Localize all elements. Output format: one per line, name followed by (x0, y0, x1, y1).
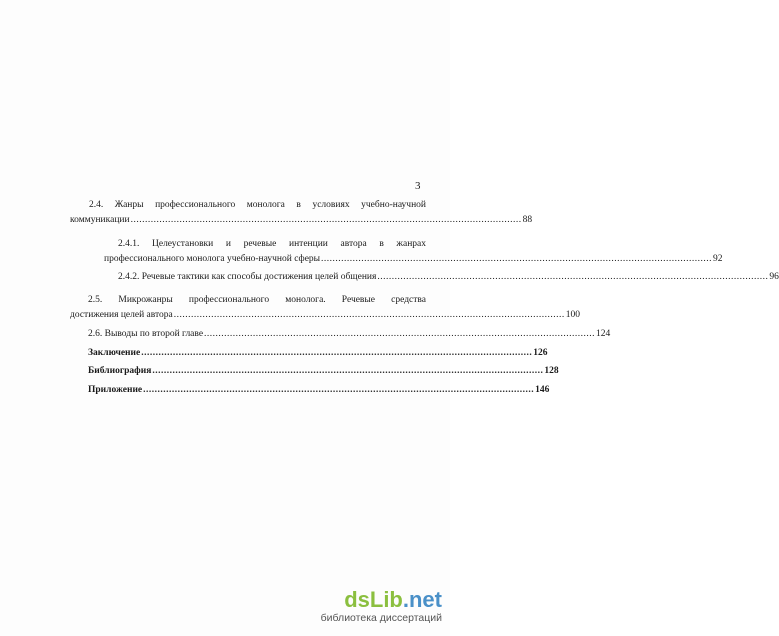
toc-entry-conclusion[interactable] (88, 347, 548, 360)
dslib-logo: dsLib.net (344, 587, 442, 612)
toc-entry-title: 2.6. Выводы по второй главе (88, 329, 204, 339)
toc-page-number: 128 (544, 366, 559, 376)
toc-entry-2-4[interactable] (70, 214, 533, 227)
toc-entry-title: 2.4.2. Речевые тактики как способы достижения целей общения (118, 272, 377, 282)
toc-entry-title: профессионального монолога учебно-научной сферы (104, 254, 321, 264)
toc-page-number: 124 (596, 329, 611, 339)
dot-leader: ........................................................................................................................................ (173, 310, 565, 320)
toc-entry-2-4-2[interactable] (118, 271, 779, 284)
page-number: 3 (415, 180, 421, 192)
toc-entry-appendix[interactable] (88, 384, 550, 397)
toc-entry-2-5[interactable] (70, 309, 581, 322)
dot-leader: ........................................................................................................................................ (204, 329, 596, 339)
toc-entry-title: Заключение (88, 348, 141, 358)
toc-page-number: 146 (535, 385, 550, 395)
dot-leader: ........................................................................................................................................ (377, 272, 769, 282)
toc-entry-2-5-line1: 2.5. Микрожанры профессионального монолога. Речевые средства (88, 295, 426, 305)
toc-entry-2-4-line1: 2.4. Жанры профессионального монолога в условиях учебно-научной (89, 200, 426, 210)
dot-leader: ........................................................................................................................................ (130, 215, 522, 225)
dot-leader: ........................................................................................................................................ (321, 254, 713, 264)
toc-entry-title: Приложение (88, 385, 143, 395)
toc-page-number: 92 (713, 254, 723, 264)
dot-leader: ........................................................................................................................................ (141, 348, 533, 358)
toc-page-number: 88 (522, 215, 533, 225)
toc-entry-title: достижения целей автора (70, 310, 173, 320)
toc-entry-2-4-1-line1: 2.4.1. Целеустановки и речевые интенции автора в жанрах (118, 239, 426, 249)
toc-page-number: 100 (565, 310, 581, 320)
toc-page-number: 126 (533, 348, 548, 358)
dot-leader: ........................................................................................................................................ (143, 385, 535, 395)
dot-leader: ........................................................................................................................................ (152, 366, 544, 376)
toc-entry-2-4-1[interactable] (104, 253, 723, 266)
toc-page-number: 96 (769, 272, 779, 282)
dslib-watermark[interactable] (312, 588, 442, 625)
toc-entry-2-6[interactable] (88, 328, 611, 341)
toc-entry-title: Библиография (88, 366, 152, 376)
toc-entry-title: коммуникации (70, 215, 130, 225)
toc-entry-bibliography[interactable] (88, 365, 559, 378)
dslib-subtitle: библиотека диссертаций (320, 612, 442, 624)
